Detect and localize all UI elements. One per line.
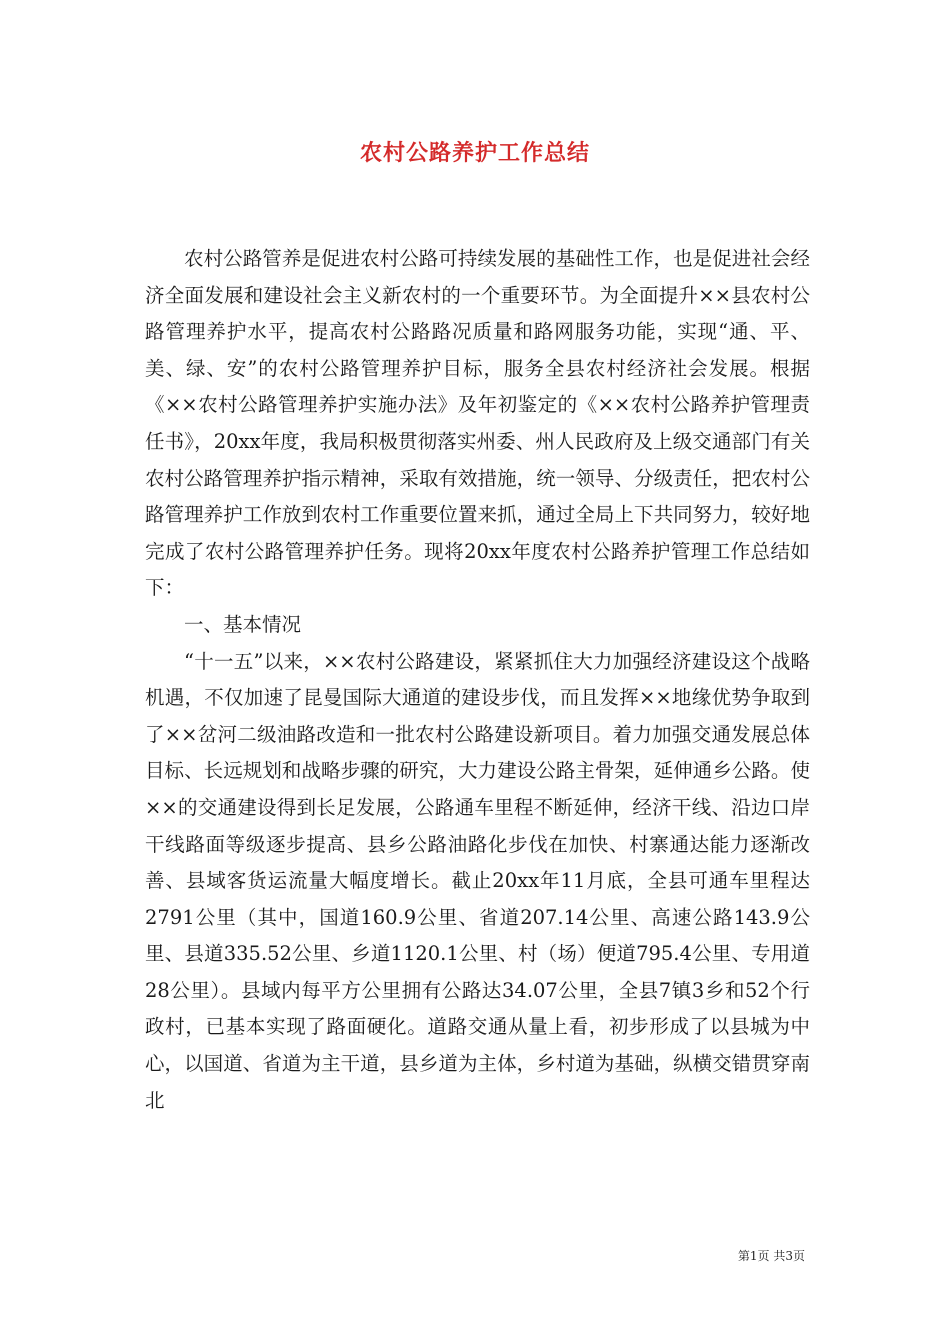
paragraph-basic-situation: “十一五”以来，××农村公路建设，紧紧抓住大力加强经济建设这个战略机遇，不仅加速了昆曼国际大通道的建设步伐，而且发挥××地缘优势争取到了××岔河二级油路改造和一批农村公路建设新项目。着力加强交通发展总体目标、长远规划和战略步骤的研究，大力建设公路主骨架，延伸通乡公路。使××的交通建设得到长足发展，公路通车里程不断延伸，经济干线、沿边口岸干线路面等级逐步提高、县乡公路油路化步伐在加快、村寨通达能力逐渐改善、县域客货运流量大幅度增长。截止20xx年11月底，全县可通车里程达2791公里（其中，国道160.9公里、省道207.14公里、高速公路143.9公里、县道335.52公里、乡道1120.1公里、村（场）便道795.4公里、专用道28公里）。县域内每平方公里拥有公路达34.07公里，全县7镇3乡和52个行政村，已基本实现了路面硬化。道路交通从量上看，初步形成了以县城为中心，以国道、省道为主干道，县乡道为主体，乡村道为基础，纵横交错贯穿南北 <box>145 649 810 1112</box>
section-heading-basic-situation: 一、基本情况 <box>184 612 302 636</box>
paragraph-intro: 农村公路管养是促进农村公路可持续发展的基础性工作，也是促进社会经济全面发展和建设社会主义新农村的一个重要环节。为全面提升××县农村公路管理养护水平，提高农村公路路况质量和路网服务功能，实现“通、平、美、绿、安”的农村公路管理养护目标，服务全县农村经济社会发展。根据《××农村公路管理养护实施办法》及年初鉴定的《××农村公路养护管理责任书》，20xx年度，我局积极贯彻落实州委、州人民政府及上级交通部门有关农村公路管理养护指示精神，采取有效措施，统一领导、分级责任，把农村公路管理养护工作放到农村工作重要位置来抓，通过全局上下共同努力，较好地完成了农村公路管理养护任务。现将20xx年度农村公路养护管理工作总结如下： <box>145 247 810 600</box>
document-title: 农村公路养护工作总结 <box>359 140 590 166</box>
document-body <box>145 241 810 1119</box>
page-number-footer: 第1页 共3页 <box>737 1249 805 1263</box>
